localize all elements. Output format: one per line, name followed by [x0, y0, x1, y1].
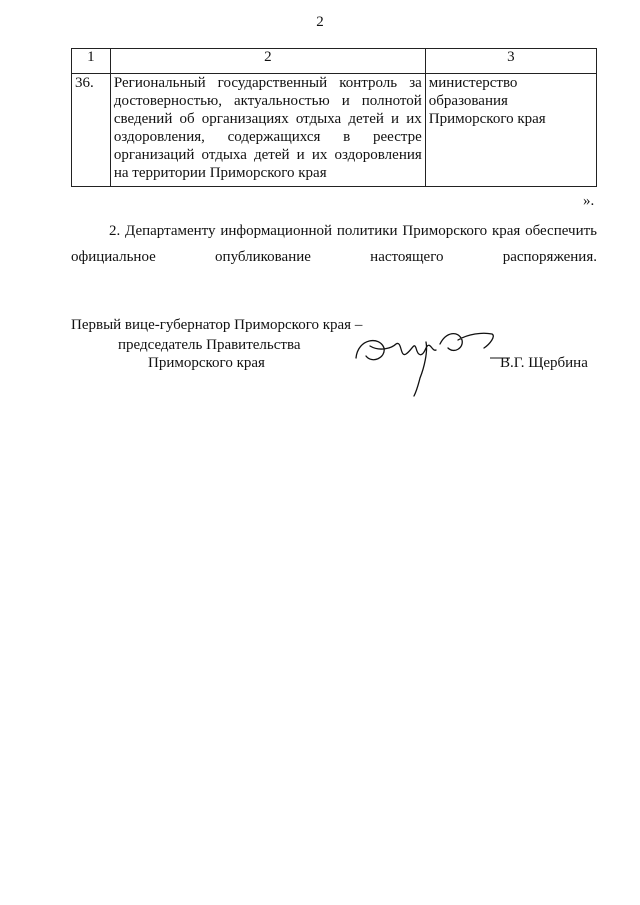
- row-number: 36.: [72, 74, 111, 187]
- table-row: [72, 74, 597, 187]
- table-header-row: [72, 49, 597, 74]
- page-number: 2: [316, 14, 324, 30]
- signatory-title-line3: Приморского края: [148, 355, 265, 371]
- control-description: Региональный государственный контроль за достоверностью, актуальностью и полнотой сведений об организациях отдыха детей и их оздоровления, содержащихся в реестре организаций отдыха детей и их оздоровления на территории Приморского края: [110, 74, 425, 187]
- paragraph-2: [71, 218, 597, 270]
- responsible-authority: министерство образования Приморского края: [425, 74, 596, 187]
- header-col-2: 2: [110, 49, 425, 74]
- signatory-title-line1: Первый вице-губернатор Приморского края –: [71, 317, 363, 333]
- assignment-table: [71, 48, 597, 187]
- header-col-1: 1: [72, 49, 111, 74]
- signer-name: В.Г. Щербина: [500, 355, 588, 371]
- paragraph-text: 2. Департаменту информационной политики Приморского края обеспечить официальное опубликование настоящего распоряжения.: [71, 223, 597, 265]
- closing-quote: ».: [583, 193, 595, 209]
- handwritten-signature: [350, 318, 510, 398]
- signatory-title-line2: председатель Правительства: [118, 337, 301, 353]
- header-col-3: 3: [425, 49, 596, 74]
